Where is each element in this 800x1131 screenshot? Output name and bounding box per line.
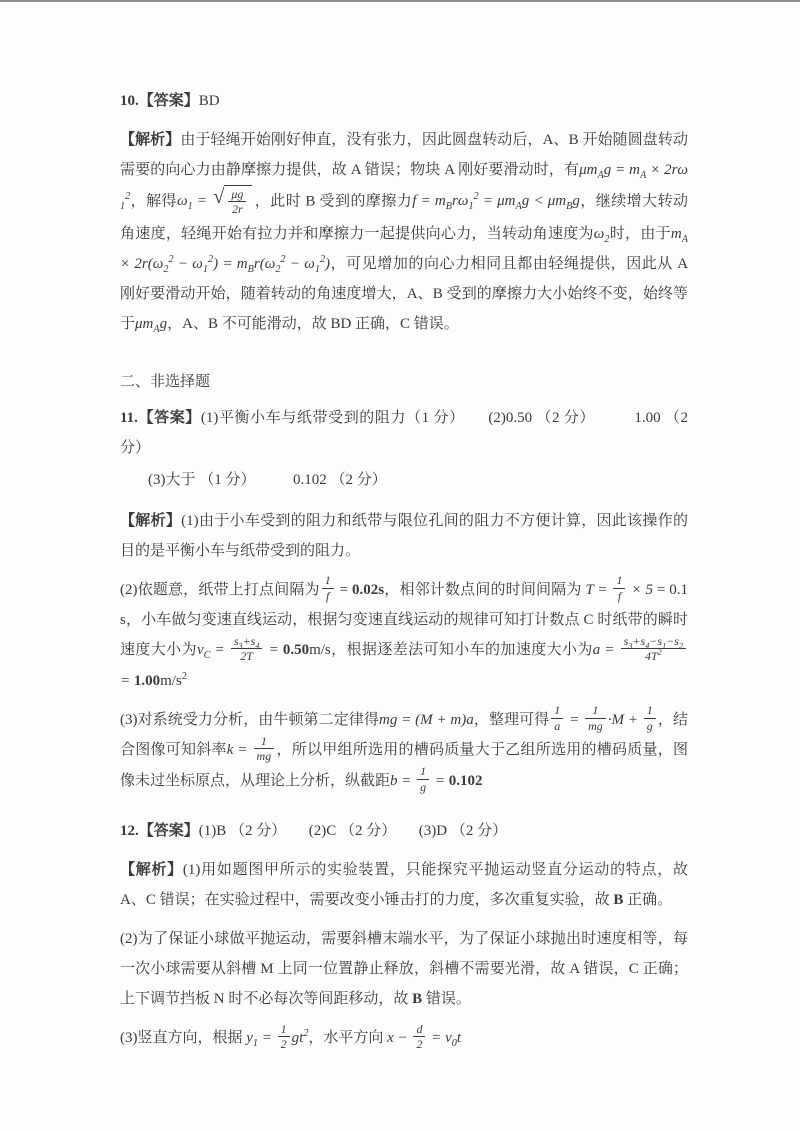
- q11-answer-line-2: (3)大于 （1 分） 0.102 （2 分）: [148, 471, 387, 488]
- q10-answer-line: 10.【答案】BD: [120, 93, 220, 109]
- q11-analysis-part1: 【解析】(1)由于小车受到的阻力和纸带与限位孔间的阻力不方便计算，因此该操作的目的是平衡小车与纸带受到的阻力。: [120, 512, 688, 559]
- q12-analysis-part1: 【解析】(1)用如题图甲所示的实验装置，只能探究平抛运动竖直分运动的特点，故 A、C 错误；在实验过程中，需要改变小锤击打的力度，多次重复实验，故 B 正确。: [120, 862, 688, 909]
- q12-analysis-part3: (3)竖直方向，根据 $y_1$ = $\frac{1}{2}$ $gt^2$，水平方向 x − $\frac{d}{2}$ = $v_0t$: [120, 1021, 461, 1052]
- q12-analysis-part2: (2)为了保证小球做平抛运动，需要斜槽末端水平，为了保证小球抛出时速度相等，每一次小球需要从斜槽 M 上同一位置静止释放，斜槽不需要光滑，故 A 错误，C 正确；上下调节挡板 N 时不必每次等间距移动，故 B 错误。: [120, 931, 688, 1008]
- q11-answer-line-1: 11.【答案】(1)平衡小车与纸带受到的阻力（1 分） (2)0.50 （2 分） 1.00 （2 分）: [120, 409, 688, 456]
- answer-key-content: [120, 86, 688, 1054]
- q12-answer-line: 12.【答案】(1)B （2 分） (2)C （2 分） (3)D （2 分）: [120, 823, 508, 840]
- section-heading-non-choice: 二、非选择题: [120, 373, 211, 390]
- q11-analysis-part2: (2)依题意，纸带上打点间隔为 $\frac{1}{f}$ = 0.02s，相邻计数点间的时间间隔为 T = $\frac{1}{f}$ × 5 = 0.1s，小车做匀变速直线运动，根据匀变速直线运动的规律可知打计数点 C 时纸带的瞬时速度大小为$v_C$ = $\frac{s_3+s_4}{2T}$ = 0.50m/s，根据逐差法可知小车的加速度大小为a = $\frac{s_3+s_4-s_1-s_2}{4T^2}$ = $1.00m/s^2$: [120, 573, 689, 689]
- q11-analysis-part3: (3)对系统受力分析，由牛顿第二定律得mg = (M + m)a，整理可得 $\frac{1}{a}$ = $\frac{1}{mg}$ ·M + $\frac{1}{g}$ ，结合图像可知斜率k = $\frac{1}{mg}$ ，所以甲组所选用的槽码质量大于乙组所选用的槽码质量，图像未过坐标原点，从理论上分析，纵截距b = $\frac{1}{g}$ = 0.102: [120, 703, 688, 794]
- q10-analysis: 【解析】由于轻绳开始刚好伸直，没有张力，因此圆盘转动后，A、B 开始随圆盘转动需要的向心力由静摩擦力提供，故 A 错误；物块 A 刚好要滑动时，有$\mu m_Ag = m_A \times 2r\omega_1^2$，解得$\omega_1$ = √ $\frac{\mu g}{2r}$ ，此时 B 受到的摩擦力$f = m_Br\omega_1^2 = \mu m_Ag < \mu m_Bg$，继续增大转动角速度，轻绳开始有拉力并和摩擦力一起提供向心力，当转动角速度为$\omega_2$时，由于$m_A \times 2r(\omega_2^2 - \omega_1^2) = m_Br(\omega_2^2 - \omega_1^2)$，可见增加的向心力相同且都由轻绳提供，因此从 A 刚好要滑动开始，随着转动的角速度增大，A、B 受到的摩擦力大小始终不变，始终等于$\mu m_Ag$，A、B 不可能滑动，故 BD 正确，C 错误。: [120, 132, 689, 335]
